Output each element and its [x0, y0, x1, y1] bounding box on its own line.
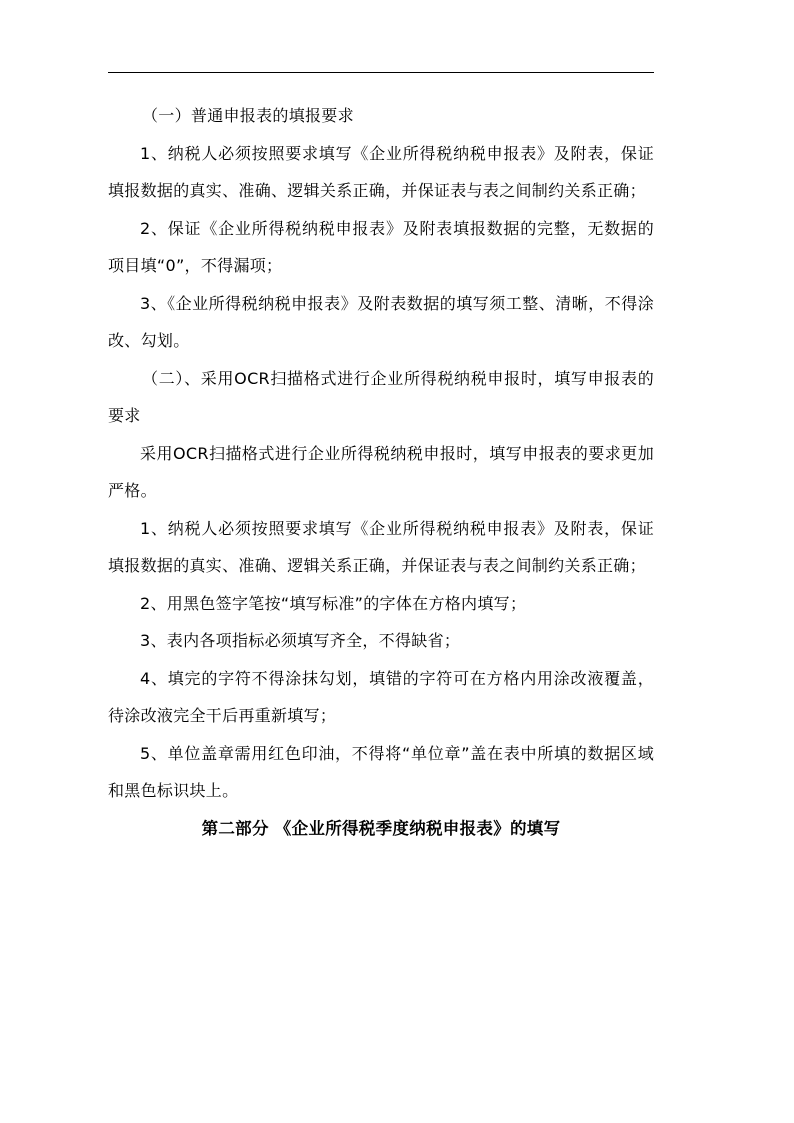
document-body — [108, 97, 654, 847]
subheading-general-requirements: （一）普通申报表的填报要求 — [142, 106, 354, 125]
section-title: 第二部分 《企业所得税季度纳税申报表》的填写 — [201, 818, 561, 838]
paragraph-item-2: 2、保证《企业所得税纳税申报表》及附表填报数据的完整，无数据的项目填“0”，不得漏项； — [108, 218, 654, 275]
paragraph-ocr-item-1: 1、纳税人必须按照要求填写《企业所得税纳税申报表》及附表，保证填报数据的真实、准确、逻辑关系正确，并保证表与表之间制约关系正确； — [108, 518, 654, 575]
paragraph-ocr-item-2: 2、用黑色签字笔按“填写标准”的字体在方格内填写； — [140, 593, 527, 613]
paragraph-ocr-item-4: 4、填完的字符不得涂抹勾划，填错的字符可在方格内用涂改液覆盖，待涂改液完全干后再重新填写； — [108, 668, 654, 725]
paragraph-ocr-item-3: 3、表内各项指标必须填写齐全，不得缺省； — [140, 631, 461, 650]
paragraph-ocr-item-5: 5、单位盖章需用红色印油，不得将“单位章”盖在表中所填的数据区域和黑色标识块上。 — [108, 743, 654, 800]
paragraph-item-3: 3、《企业所得税纳税申报表》及附表数据的填写须工整、清晰，不得涂改、勾划。 — [108, 293, 654, 350]
header-rule — [108, 72, 654, 73]
paragraph-ocr-intro: 采用OCR扫描格式进行企业所得税纳税申报时，填写申报表的要求更加严格。 — [108, 443, 654, 500]
subheading-ocr-requirements: （二）、采用OCR扫描格式进行企业所得税纳税申报时，填写申报表的要求 — [108, 368, 654, 425]
paragraph-item-1: 1、纳税人必须按照要求填写《企业所得税纳税申报表》及附表，保证填报数据的真实、准确、逻辑关系正确，并保证表与表之间制约关系正确； — [108, 143, 654, 200]
